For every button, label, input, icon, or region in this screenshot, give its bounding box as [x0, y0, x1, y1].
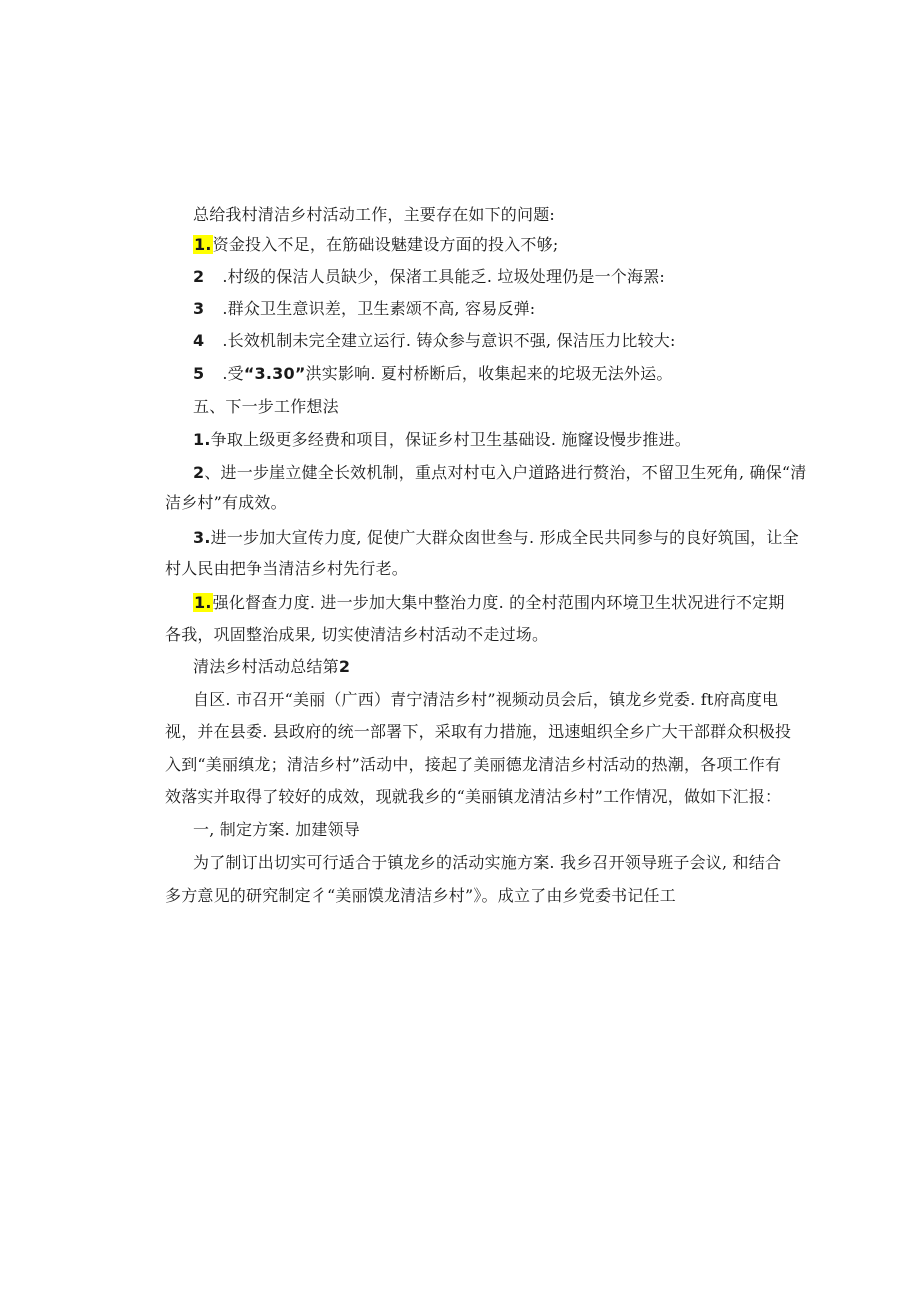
plan-number-highlighted: 1.	[194, 593, 212, 612]
issue-item-1	[193, 234, 558, 256]
paragraph-line: 视，并在县委. 县政府的统一部署下，采取有力措施，迅速蛆织全乡广大干部群众积极投	[165, 722, 792, 741]
plan-number: 1.	[193, 430, 211, 449]
issue-item-5	[193, 363, 673, 385]
plan-number: 2	[193, 463, 205, 482]
section-heading: 五、下一步工作想法	[193, 397, 339, 416]
paragraph-line: 自区. 市召开“美丽（广西）青宁清洁乡村”视频动员会后，镇龙乡党委. ft府高度电	[193, 690, 779, 709]
plan-text: 争取上级更多经费和项目，保证乡村卫生基础设. 施窿设慢步推进。	[210, 430, 691, 449]
issue-text: .受	[222, 364, 244, 383]
issue-item-3	[193, 298, 535, 320]
paragraph-line: 多方意见的研究制定彳“美丽馍龙清洁乡村”》。成立了由乡党委书记任工	[165, 886, 676, 905]
issue-item-4	[193, 330, 676, 352]
plan-number: 3.	[193, 528, 211, 547]
issue-quote: “3.30”	[243, 364, 306, 383]
issue-number: 5	[193, 364, 205, 383]
subsection-heading: 一, 制定方案. 加建领导	[193, 820, 360, 839]
plan-text: 进一步加大宣传力度, 促使广大群众囱世叁与. 形成全民共同参与的良好筑国，让全	[210, 528, 799, 547]
plan-item-4-line1	[193, 592, 785, 614]
paragraph-line: 入到“美丽缜龙；清洁乡村”活动中，接起了美丽德龙清洁乡村活动的热潮，各项工作有	[165, 755, 782, 774]
issue-item-2	[193, 266, 665, 288]
section-title-text: 清法乡村活动总结第	[193, 657, 339, 676]
issue-text: 资金投入不足，在筋础设魅建设方面的投入不够;	[212, 235, 559, 254]
plan-item-4-line2: 各我，巩固整治成果, 切实使清洁乡村活动不走过场。	[165, 625, 549, 644]
section-title-number: 2	[338, 657, 351, 676]
issue-number: 4	[193, 331, 205, 350]
intro-line: 总给我村清洁乡村活动工作，主要存在如下的问题:	[193, 205, 555, 224]
plan-item-3-line2: 村人民由把争当清洁乡村先行老。	[165, 559, 409, 578]
plan-item-3-line1	[193, 527, 799, 549]
plan-item-2-line2: 洁乡村”有成效。	[165, 493, 287, 512]
paragraph-line: 效落实并取得了较好的成效，现就我乡的“美丽镇龙清沽乡村”工作情况，做如下汇报：	[165, 787, 782, 806]
paragraph-line: 为了制订出切实可行适合于镇龙乡的活动实施方案. 我乡召开领导班子会议, 和结合	[193, 853, 782, 872]
plan-item-2-line1	[193, 462, 807, 484]
issue-text: .长效机制未完全建立运行. 铸众参与意识不强, 保洁压力比较大:	[222, 331, 676, 350]
issue-number-highlighted: 1.	[194, 235, 212, 254]
issue-number: 3	[193, 299, 205, 318]
issue-text: 洪实影响. 夏村桥断后，收集起来的坨圾无法外运。	[305, 364, 673, 383]
plan-item-1	[193, 429, 691, 451]
plan-text: 强化督查力度. 进一步加大集中整治力度. 的全村范围内环境卫生状况进行不定期	[212, 593, 785, 612]
issue-text: .群众卫生意识差，卫生素颂不高, 容易反弹:	[222, 299, 536, 318]
plan-text: 、进一步崖立健全长效机制，重点对村屯入户道路进行赘治，不留卫生死角, 确保“清	[204, 463, 807, 482]
section-title-2	[193, 656, 350, 678]
issue-text: .村级的保洁人员缺少，保渚工具能乏. 垃圾处理仍是一个海罴:	[222, 267, 665, 286]
issue-number: 2	[193, 267, 205, 286]
